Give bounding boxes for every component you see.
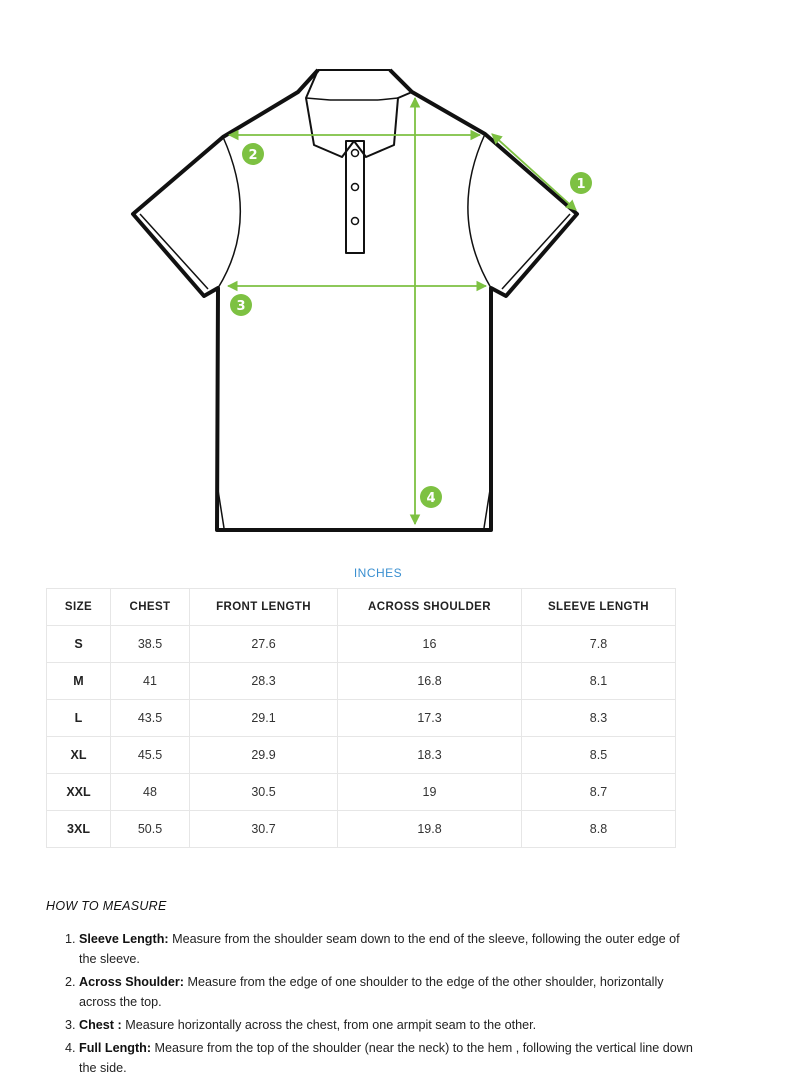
step-separator: : [114,1018,122,1032]
across-shoulder-cell: 17.3 [338,700,522,737]
marker-1-badge [570,172,592,194]
front-length-cell: 30.7 [190,811,338,848]
table-row [47,700,676,737]
marker-3-number: 3 [236,299,246,314]
size-cell: XL [47,737,111,774]
step-term: Sleeve Length [79,932,165,946]
table-row [47,737,676,774]
front-length-cell: 27.6 [190,626,338,663]
across-shoulder-cell: 16.8 [338,663,522,700]
across-shoulder-cell: 16 [338,626,522,663]
size-chart-table [46,588,676,848]
size-cell: S [47,626,111,663]
step-text: Measure from the edge of one shoulder to the edge of the other shoulder, horizontally across the top. [79,975,664,1009]
front-length-cell: 28.3 [190,663,338,700]
sleeve-length-cell: 8.1 [522,663,676,700]
measurement-guides [228,98,576,524]
front-length-cell: 29.9 [190,737,338,774]
column-header-sleeve-length: SLEEVE LENGTH [522,589,676,626]
polo-shirt-outline [133,70,577,530]
chest-cell: 45.5 [111,737,190,774]
chest-cell: 48 [111,774,190,811]
chest-cell: 38.5 [111,626,190,663]
front-length-cell: 30.5 [190,774,338,811]
sleeve-length-cell: 8.5 [522,737,676,774]
step-separator: : [164,932,169,946]
size-cell: 3XL [47,811,111,848]
how-to-measure-heading: HOW TO MEASURE [46,899,167,913]
table-row [47,663,676,700]
chest-cell: 41 [111,663,190,700]
column-header-across-shoulder: ACROSS SHOULDER [338,589,522,626]
step-separator: : [179,975,184,989]
marker-4-badge [420,486,442,508]
step-text: Measure from the top of the shoulder (near the neck) to the hem , following the vertical line down the side. [79,1041,693,1075]
chest-cell: 43.5 [111,700,190,737]
across-shoulder-cell: 19 [338,774,522,811]
step-separator: : [146,1041,152,1055]
column-header-chest: CHEST [111,589,190,626]
measurement-steps-list [46,929,699,1081]
list-item [79,1038,699,1078]
sleeve-length-cell: 8.7 [522,774,676,811]
column-header-size: SIZE [47,589,111,626]
step-term: Chest [79,1018,114,1032]
table-row [47,774,676,811]
chest-cell: 50.5 [111,811,190,848]
sleeve-length-cell: 8.3 [522,700,676,737]
size-cell: M [47,663,111,700]
across-shoulder-cell: 18.3 [338,737,522,774]
sleeve-length-guide [492,134,576,210]
list-item [79,972,699,1012]
list-item [79,929,699,969]
unit-label: INCHES [353,566,403,580]
marker-4-number: 4 [426,491,436,506]
front-length-cell: 29.1 [190,700,338,737]
sleeve-length-cell: 8.8 [522,811,676,848]
size-cell: XXL [47,774,111,811]
list-item [79,1015,699,1035]
step-text: Measure horizontally across the chest, from one armpit seam to the other. [121,1018,537,1032]
marker-2-number: 2 [248,148,258,163]
marker-3-badge [230,294,252,316]
marker-1-number: 1 [576,177,586,192]
marker-2-badge [242,143,264,165]
step-text: Measure from the shoulder seam down to the end of the sleeve, following the outer edge of the sleeve. [79,932,680,966]
size-cell: L [47,700,111,737]
step-term: Full Length [79,1041,147,1055]
table-row [47,811,676,848]
sleeve-length-cell: 7.8 [522,626,676,663]
table-header-row [47,589,676,626]
column-header-front-length: FRONT LENGTH [190,589,338,626]
table-row [47,626,676,663]
step-term: Across Shoulder [79,975,180,989]
across-shoulder-cell: 19.8 [338,811,522,848]
